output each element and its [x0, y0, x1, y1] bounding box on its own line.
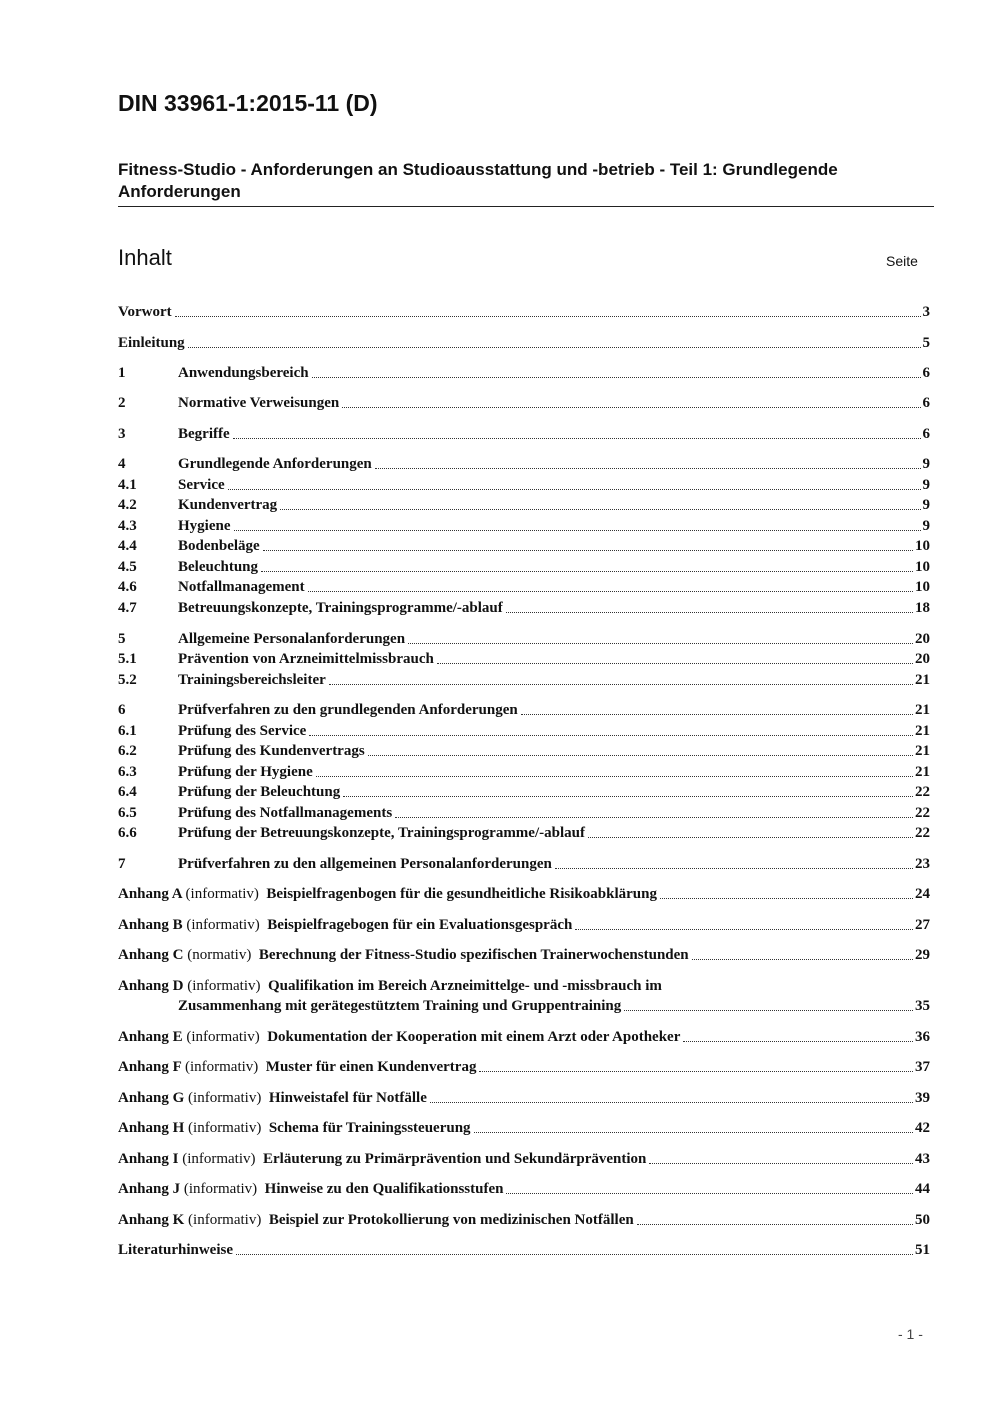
toc-entry-page: 24	[915, 886, 930, 902]
annex-kind: (informativ)	[188, 1120, 262, 1136]
dot-leader	[309, 735, 913, 736]
toc-entry-title: Prüfung des Kundenvertrags	[178, 743, 365, 759]
toc-entry-continuation[interactable]	[178, 996, 930, 1016]
toc-entry-number: 4.5	[118, 559, 137, 575]
annex-title: Beispielfragenbogen für die gesundheitliche Risikoabklärung	[258, 886, 657, 902]
toc-entry[interactable]	[118, 1210, 930, 1230]
dot-leader	[588, 837, 913, 838]
toc-entry-title	[118, 1179, 503, 1199]
toc-entry[interactable]	[118, 741, 930, 761]
toc-entry[interactable]	[118, 1027, 930, 1047]
toc-entry[interactable]	[118, 915, 930, 935]
toc-entry[interactable]	[118, 976, 930, 996]
toc-entry-title-continued: Zusammenhang mit gerätegestütztem Training und Gruppentraining	[178, 998, 622, 1014]
dot-leader	[175, 316, 921, 317]
toc-entry-title: Kundenvertrag	[178, 497, 278, 513]
annex-title: Hinweistafel für Notfälle	[261, 1090, 427, 1106]
toc-entry-title	[118, 884, 657, 904]
toc-entry-title: Literaturhinweise	[118, 1242, 233, 1258]
annex-title: Erläuterung zu Primärprävention und Sekundärprävention	[255, 1151, 647, 1167]
toc-entry-page: 50	[915, 1212, 930, 1228]
toc-entry-page: 22	[915, 805, 930, 821]
toc-entry[interactable]	[118, 649, 930, 669]
toc-entry-title	[118, 1149, 646, 1169]
toc-entry-title	[118, 1027, 680, 1047]
annex-title: Beispielfragebogen für ein Evaluationsgespräch	[259, 917, 573, 933]
toc-entry-number: 5	[118, 631, 126, 647]
toc-entry-title	[118, 1210, 634, 1230]
toc-entry-number: 4.2	[118, 497, 137, 513]
toc-entry-page: 20	[915, 631, 930, 647]
toc-entry-title: Trainingsbereichsleiter	[178, 672, 326, 688]
dot-leader	[430, 1102, 913, 1103]
toc-entry-page: 10	[915, 538, 930, 554]
toc-entry-page: 21	[915, 702, 930, 718]
dot-leader	[479, 1071, 913, 1072]
dot-leader	[234, 530, 921, 531]
toc-heading: Inhalt	[118, 245, 172, 270]
toc-entry-page: 9	[922, 518, 930, 534]
dot-leader	[521, 714, 913, 715]
toc-entry[interactable]	[118, 884, 930, 904]
toc-entry[interactable]	[118, 700, 930, 720]
annex-kind: (informativ)	[182, 1151, 256, 1167]
annex-title: Beispiel zur Protokollierung von medizinischen Notfällen	[261, 1212, 634, 1228]
annex-title: Schema für Trainingssteuerung	[261, 1120, 471, 1136]
toc-entry[interactable]	[118, 1057, 930, 1077]
dot-leader	[188, 347, 921, 348]
toc-entry[interactable]	[118, 823, 930, 843]
dot-leader	[395, 817, 913, 818]
toc-entry-title	[118, 1088, 427, 1108]
toc-entry[interactable]	[118, 1088, 930, 1108]
toc-entry-title	[118, 976, 662, 996]
toc-entry-title: Notfallmanagement	[178, 579, 305, 595]
toc-entry-title: Beleuchtung	[178, 559, 259, 575]
annex-prefix: Anhang J	[118, 1181, 184, 1197]
annex-kind: (normativ)	[187, 947, 252, 963]
annex-kind: (informativ)	[186, 917, 260, 933]
toc-entry[interactable]	[118, 536, 930, 556]
annex-kind: (informativ)	[185, 886, 259, 902]
toc-entry-number: 5.1	[118, 651, 137, 667]
annex-prefix: Anhang B	[118, 917, 187, 933]
annex-title: Berechnung der Fitness-Studio spezifischen Trainerwochenstunden	[251, 947, 689, 963]
toc-entry[interactable]	[118, 782, 930, 802]
toc-entry-title	[118, 945, 689, 965]
annex-prefix: Anhang K	[118, 1212, 189, 1228]
annex-prefix: Anhang D	[118, 978, 188, 994]
dot-leader	[236, 1254, 913, 1255]
toc-entry[interactable]	[118, 302, 930, 322]
toc-entry-number: 6.1	[118, 723, 137, 739]
toc-entry-title	[118, 1057, 476, 1077]
page-number: - 1 -	[898, 1326, 923, 1342]
toc-entry-page: 9	[922, 497, 930, 513]
toc-entry-number: 4.6	[118, 579, 137, 595]
toc-entry-title	[118, 1118, 471, 1138]
toc-entry-page: 5	[922, 335, 930, 351]
dot-leader	[308, 591, 913, 592]
toc-entry-number: 6.4	[118, 784, 137, 800]
toc-entry-title: Bodenbeläge	[178, 538, 260, 554]
toc-entry-number: 7	[118, 856, 126, 872]
toc-entry-page: 6	[922, 426, 930, 442]
toc-entry[interactable]	[118, 393, 930, 413]
toc-entry-number: 5.2	[118, 672, 137, 688]
toc-entry-page: 21	[915, 743, 930, 759]
annex-kind: (informativ)	[188, 1212, 262, 1228]
toc-entry-page: 23	[915, 856, 930, 872]
toc-entry-title: Betreuungskonzepte, Trainingsprogramme/-ablauf	[178, 600, 503, 616]
toc-entry-title: Prüfung des Notfallmanagements	[178, 805, 393, 821]
toc-entry[interactable]	[118, 854, 930, 874]
toc-entry-number: 3	[118, 426, 126, 442]
toc-entry-number: 6.2	[118, 743, 137, 759]
toc-entry-number: 4.7	[118, 600, 137, 616]
toc-entry-title: Prüfung der Hygiene	[178, 764, 313, 780]
dot-leader	[316, 776, 913, 777]
toc-entry[interactable]	[118, 363, 930, 383]
toc-entry[interactable]	[118, 803, 930, 823]
toc-entry-page: 35	[915, 998, 930, 1014]
dot-leader	[408, 643, 913, 644]
dot-leader	[263, 550, 913, 551]
toc-entry[interactable]	[118, 629, 930, 649]
toc-entry-page: 10	[915, 559, 930, 575]
annex-kind: (informativ)	[186, 1029, 260, 1045]
dot-leader	[692, 959, 913, 960]
toc-entry-page: 21	[915, 764, 930, 780]
title-divider	[118, 206, 934, 207]
annex-kind: (informativ)	[188, 1090, 262, 1106]
annex-prefix: Anhang A	[118, 886, 186, 902]
toc-entry[interactable]	[118, 598, 930, 618]
toc-entry-page: 22	[915, 784, 930, 800]
toc-entry-page: 10	[915, 579, 930, 595]
toc-entry-title: Prüfung der Beleuchtung	[178, 784, 341, 800]
dot-leader	[624, 1010, 913, 1011]
toc-entry-page: 6	[922, 395, 930, 411]
toc-entry-title	[118, 915, 572, 935]
annex-title: Qualifikation im Bereich Arzneimittelge- und -missbrauch im	[260, 978, 662, 994]
annex-prefix: Anhang I	[118, 1151, 183, 1167]
toc-entry-page: 44	[915, 1181, 930, 1197]
annex-kind: (informativ)	[187, 978, 261, 994]
dot-leader	[637, 1224, 913, 1225]
dot-leader	[506, 612, 913, 613]
toc-entry[interactable]	[118, 475, 930, 495]
dot-leader	[329, 684, 913, 685]
annex-prefix: Anhang F	[118, 1059, 185, 1075]
document-title: DIN 33961-1:2015-11 (D)	[118, 90, 378, 116]
toc-entry-page: 39	[915, 1090, 930, 1106]
toc-entry-number: 6.3	[118, 764, 137, 780]
dot-leader	[474, 1132, 913, 1133]
toc-entry-title: Prüfung der Betreuungskonzepte, Trainingsprogramme/-ablauf	[178, 825, 585, 841]
toc-entry[interactable]	[118, 1240, 930, 1260]
dot-leader	[368, 755, 913, 756]
annex-kind: (informativ)	[183, 1181, 258, 1197]
toc-entry-title: Einleitung	[118, 335, 185, 351]
toc-entry-page: 20	[915, 651, 930, 667]
annex-prefix: Anhang E	[118, 1029, 187, 1045]
toc-entry[interactable]	[118, 1149, 930, 1169]
toc-entry[interactable]	[118, 762, 930, 782]
dot-leader	[575, 929, 913, 930]
toc-entry-page: 36	[915, 1029, 930, 1045]
toc-entry-title: Service	[178, 477, 225, 493]
toc-entry[interactable]	[118, 1179, 930, 1199]
toc-entry-title: Grundlegende Anforderungen	[178, 456, 372, 472]
toc-entry-page: 21	[915, 672, 930, 688]
toc-entry-page: 43	[915, 1151, 930, 1167]
toc-entry[interactable]	[118, 516, 930, 536]
toc-entry[interactable]	[118, 557, 930, 577]
toc-entry-number: 2	[118, 395, 126, 411]
dot-leader	[228, 489, 921, 490]
annex-kind: (informativ)	[184, 1059, 259, 1075]
toc-entry-page: 29	[915, 947, 930, 963]
annex-prefix: Anhang H	[118, 1120, 189, 1136]
toc-entry[interactable]	[118, 670, 930, 690]
toc-entry-number: 1	[118, 365, 126, 381]
dot-leader	[312, 377, 921, 378]
toc-entry-title: Normative Verweisungen	[178, 395, 340, 411]
annex-title: Muster für einen Kundenvertrag	[258, 1059, 477, 1075]
dot-leader	[233, 438, 921, 439]
toc-entry-title: Prüfverfahren zu den allgemeinen Personalanforderungen	[178, 856, 552, 872]
toc-entry[interactable]	[118, 721, 930, 741]
dot-leader	[660, 898, 913, 899]
dot-leader	[555, 868, 913, 869]
annex-prefix: Anhang G	[118, 1090, 189, 1106]
toc-entry-page: 37	[915, 1059, 930, 1075]
dot-leader	[342, 407, 920, 408]
toc-entry-number: 6.5	[118, 805, 137, 821]
toc-entry-page: 21	[915, 723, 930, 739]
toc-entry-page: 6	[922, 365, 930, 381]
toc-entry-title: Vorwort	[118, 304, 172, 320]
page-column-label: Seite	[886, 253, 918, 269]
toc-entry-page: 9	[922, 477, 930, 493]
dot-leader	[506, 1193, 913, 1194]
toc-entry-page: 27	[915, 917, 930, 933]
dot-leader	[261, 571, 913, 572]
toc-entry-title: Hygiene	[178, 518, 231, 534]
toc-entry[interactable]	[118, 424, 930, 444]
toc-entry-number: 4.3	[118, 518, 137, 534]
toc-entry[interactable]	[118, 333, 930, 353]
dot-leader	[343, 796, 913, 797]
annex-title: Hinweise zu den Qualifikationsstufen	[257, 1181, 504, 1197]
toc-entry-title: Anwendungsbereich	[178, 365, 309, 381]
toc-entry-title: Allgemeine Personalanforderungen	[178, 631, 406, 647]
toc-entry-page: 51	[915, 1242, 930, 1258]
dot-leader	[649, 1163, 913, 1164]
toc-entry-title: Begriffe	[178, 426, 230, 442]
toc-entry[interactable]	[118, 1118, 930, 1138]
toc-entry-page: 3	[922, 304, 930, 320]
document-subtitle: Fitness-Studio - Anforderungen an Studioausstattung und -betrieb - Teil 1: Grundlegende Anforderungen	[118, 160, 838, 201]
toc-entry[interactable]	[118, 577, 930, 597]
toc-entry[interactable]	[118, 454, 930, 474]
dot-leader	[683, 1041, 913, 1042]
toc-entry-page: 9	[922, 456, 930, 472]
annex-title: Dokumentation der Kooperation mit einem Arzt oder Apotheker	[259, 1029, 681, 1045]
dot-leader	[375, 468, 921, 469]
toc-entry[interactable]	[118, 495, 930, 515]
toc-entry-page: 42	[915, 1120, 930, 1136]
toc-entry[interactable]	[118, 945, 930, 965]
toc-entry-number: 6	[118, 702, 126, 718]
toc-entry-title: Prävention von Arzneimittelmissbrauch	[178, 651, 434, 667]
toc-entry-number: 4.4	[118, 538, 137, 554]
toc-entry-number: 6.6	[118, 825, 137, 841]
toc-entry-number: 4.1	[118, 477, 137, 493]
dot-leader	[280, 509, 920, 510]
toc-entry-title: Prüfung des Service	[178, 723, 307, 739]
toc-entry-page: 18	[915, 600, 930, 616]
annex-prefix: Anhang C	[118, 947, 188, 963]
toc-entry-number: 4	[118, 456, 126, 472]
dot-leader	[437, 663, 913, 664]
toc-entry-title: Prüfverfahren zu den grundlegenden Anforderungen	[178, 702, 518, 718]
toc-entry-page: 22	[915, 825, 930, 841]
